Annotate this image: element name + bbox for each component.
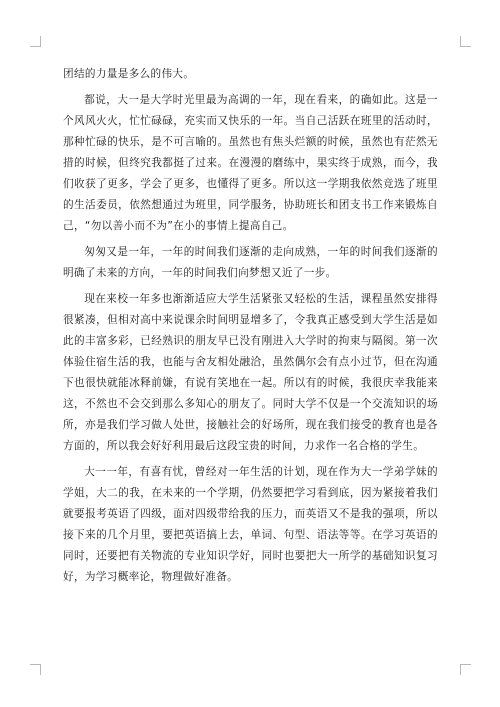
paragraph: 大一一年，有喜有忧，曾经对一年生活的计划，现在作为大一学弟学妹的学姐，大二的我，在未来的一个学期，仍然要把学习看到底，因为紧接着我们就要报考英语了四级，面对四级带给我的压力，而英语又不是我的强项，所以接下来的几个月里，要把英语搞上去，单词、句型、语法等等。在学习英语的同时，还要把有关物流的专业知识学好，同时也要把大一所学的基础知识复习好，为学习概率论，物理做好准备。 — [63, 466, 438, 583]
crop-mark-bottom-right — [460, 664, 471, 675]
document-body — [63, 64, 438, 593]
paragraph: 都说，大一是大学时光里最为高调的一年，现在看来，的确如此。这是一个风风火火，忙忙碌碌，充实而又快乐的一年。当自己活跃在班里的活动时，那种忙碌的快乐，是不可言喻的。虽然也有焦头烂额的时候，虽然也有茫然无措的时候，但终究我都挺了过来。在漫漫的磨练中，果实终于成熟，而今，我们收获了更多，学会了更多，也懂得了更多。所以这一学期我依然竞选了班里的生活委员，依然想通过为班里，同学服务，协助班长和团支书工作来锻炼自己，“勿以善小而不为”在小的事情上提高自己。 — [63, 94, 438, 232]
paragraph: 匆匆又是一年，一年的时间我们逐渐的走向成熟，一年的时间我们逐渐的明确了未来的方向，一年的时间我们向梦想又近了一步。 — [63, 246, 438, 279]
crop-mark-top-right — [460, 36, 471, 47]
crop-mark-top-left — [30, 36, 41, 47]
paragraph-continuation: 团结的力量是多么的伟大。 — [63, 68, 195, 80]
crop-mark-bottom-left — [30, 664, 41, 675]
paragraph: 现在来校一年多也渐渐适应大学生活紧张又轻松的生活，课程虽然安排得很紧凑，但相对高中来说课余时间明显增多了，令我真正感受到大学生活是如此的丰富多彩，已经熟识的朋友早已没有刚进入大学时的拘束与隔阂。第一次体验住宿生活的我，也能与舍友相处融洽，虽然偶尔会有点小过节，但在沟通下也很快就能冰释前嫌，有说有笑地在一起。所以有的时候，我很庆幸我能来这，不然也不会交到那么多知心的朋友了。同时大学不仅是一个交流知识的场所，亦是我们学习做人处世，接触社会的好场所，现在我们接受的教育也是各方面的，所以我会好好利用最后这段宝贵的时间，力求作一名合格的学生。 — [63, 293, 438, 452]
